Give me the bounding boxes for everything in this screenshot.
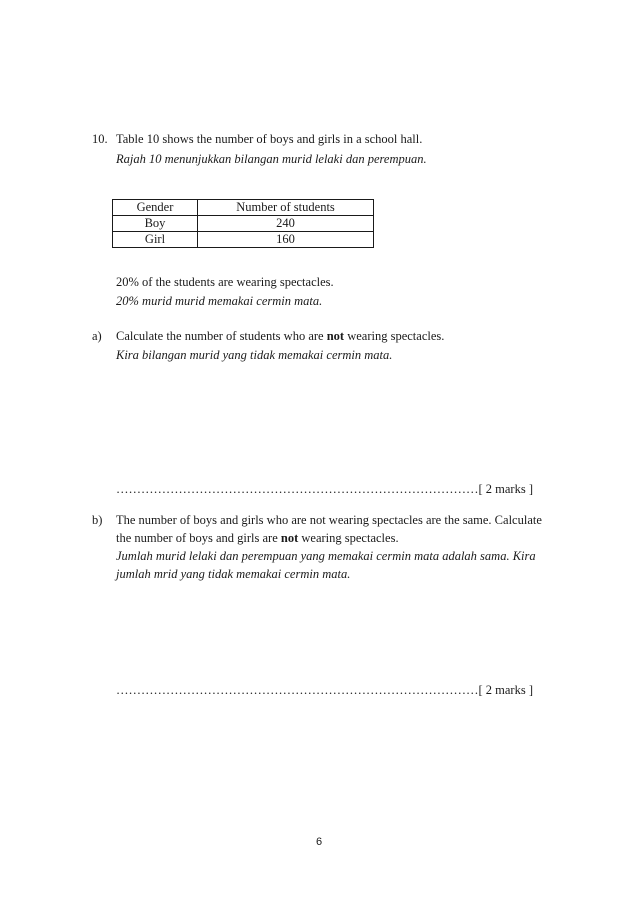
part-b-text-en-2: the number of boys and girls are not wearing spectacles.: [116, 531, 399, 545]
part-b-text-ms-1: Jumlah murid lelaki dan perempuan yang memakai cermin mata adalah sama. Kira: [116, 549, 536, 563]
part-b-emphasis: not: [280, 531, 299, 545]
table-header-cell: Number of students: [198, 200, 374, 216]
part-b-text-en-1: The number of boys and girls who are not wearing spectacles are the same. Calculate: [116, 513, 542, 527]
table-header-cell: Gender: [113, 200, 198, 216]
table-cell: Boy: [113, 216, 198, 232]
part-b-text-ms-2: jumlah mrid yang tidak memakai cermin mata.: [116, 567, 351, 581]
part-a-emphasis: not: [326, 329, 345, 343]
page-number: 6: [316, 836, 323, 848]
table-cell: Girl: [113, 232, 198, 248]
part-b-answer-line: ……………………………………………………………………………[ 2 marks ]: [116, 683, 533, 697]
info-text-en: 20% of the students are wearing spectacles.: [116, 275, 334, 289]
question-text-en: Table 10 shows the number of boys and girls in a school hall.: [116, 132, 423, 146]
part-a-text-ms: Kira bilangan murid yang tidak memakai cermin mata.: [116, 348, 393, 362]
part-a-label: a): [92, 329, 102, 343]
part-b-label: b): [92, 513, 103, 527]
part-a-answer-line: ……………………………………………………………………………[ 2 marks ]: [116, 482, 533, 496]
question-number: 10.: [92, 132, 108, 146]
table-row: [113, 216, 374, 232]
question-text-ms: Rajah 10 menunjukkan bilangan murid lelaki dan perempuan.: [116, 152, 427, 166]
table-cell: 240: [198, 216, 374, 232]
table-row: [113, 232, 374, 248]
table-header-row: [113, 200, 374, 216]
students-table: [112, 199, 374, 248]
part-a-text-en: Calculate the number of students who are not wearing spectacles.: [116, 329, 445, 343]
table-cell: 160: [198, 232, 374, 248]
info-text-ms: 20% murid murid memakai cermin mata.: [116, 294, 323, 308]
